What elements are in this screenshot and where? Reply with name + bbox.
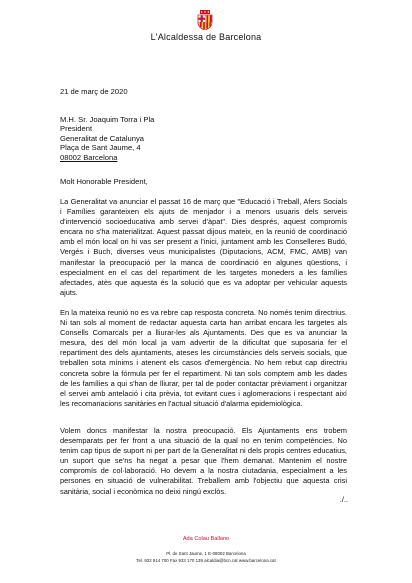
organization-name: L'Alcaldessa de Barcelona [150, 32, 262, 42]
recipient-title: President [60, 124, 93, 134]
body-paragraph-1: La Generalitat va anunciar el passat 16 de març que "Educació i Treball, Afers Socials i Famílies garanteixen els ajuts de menjador i a menors usuaris dels serveis d'intervenció socioeducativa amb servei d'àpat". Dies després, aquest compromís encara no s'ha materialitzat. Aquest passat dijous mateix, en la reunió de coordinació amb el món local on hi vas ser present a l'inici, juntament amb les Conselleres Budó, Vergés i Buch, diverses veus municipalistes (Diputacions, ACM, FMC, AMB) van manifestar la preocupació per la manca de coordinació en algunes qüestions, i especialment en el cas del repartiment de les targetes moneders a les famílies afectades, atès que aquesta és la solució que es va adoptar per vehicular aquests ajuts. [60, 197, 347, 297]
footer-contact-line: Tel. 932 914 700 Fax 933 170 139 alcaldia@bcn.cat www.barcelona.cat [136, 558, 276, 563]
city-crest-logo [197, 10, 213, 30]
body-paragraph-2: En la mateixa reunió no es va rebre cap resposta concreta. No només tenim directrius. Ni tan sols al moment de redactar aquesta carta han arribat encara les targetes als Consells Comarcals per a lliurar-les als Ajuntaments. Des que es va anunciar la mesura, des del món local ja vam advertir de la dificultat que suposaria fer el repartiment des dels ajuntaments, ateses les circumstàncies dels serveis socials, que treballen sota mínims i atenent els casos d'emergència. No hem rebut cap directriu concreta sobre la fórmula per fer el repartiment. Ni tan sols comptem amb les dades de les famílies a qui s'han de lliurar, per tal de poder contactar prèviament i organitzar el servei amb antelació i cita prèvia, tot evitant cues i aglomeracions i respectant així les recomanacions sanitàries en l'actual situació d'alarma epidemiològica. [60, 308, 347, 408]
body-paragraph-3: Volem doncs manifestar la nostra preocupació. Els Ajuntaments ens trobem desemparats per fer front a una situació de la qual no en tenim competències. No tenim cap tipus de suport ni per part de la Generalitat ni dels propis centres educatius, un suport que se'ns ha negat a pesar que l'hem demanat. Mantenim el nostre compromís de col·laboració. Ho devem a la nostra ciutadania, especialment a les persones en situació de vulnerabilitat. Treballem amb l'objectiu que aquesta crisi sanitària, social i econòmica no deixi ningú exclòs. [60, 426, 347, 496]
letter-date: 21 de març de 2020 [60, 87, 128, 96]
recipient-address [60, 115, 154, 162]
recipient-name: M.H. Sr. Joaquim Torra i Pla [60, 115, 155, 124]
footer-contact [0, 550, 412, 564]
recipient-city: 08002 Barcelona [60, 152, 118, 162]
signer-name: Ada Colau Ballano [182, 536, 230, 542]
footer-address: Pl. de Sant Jaume, 1 E-08002 Barcelona [166, 551, 246, 556]
continuation-mark: ./.. [339, 495, 348, 504]
recipient-institution: Generalitat de Catalunya [60, 133, 145, 143]
salutation: Molt Honorable President, [60, 177, 148, 186]
recipient-street: Plaça de Sant Jaume, 4 [60, 143, 141, 153]
